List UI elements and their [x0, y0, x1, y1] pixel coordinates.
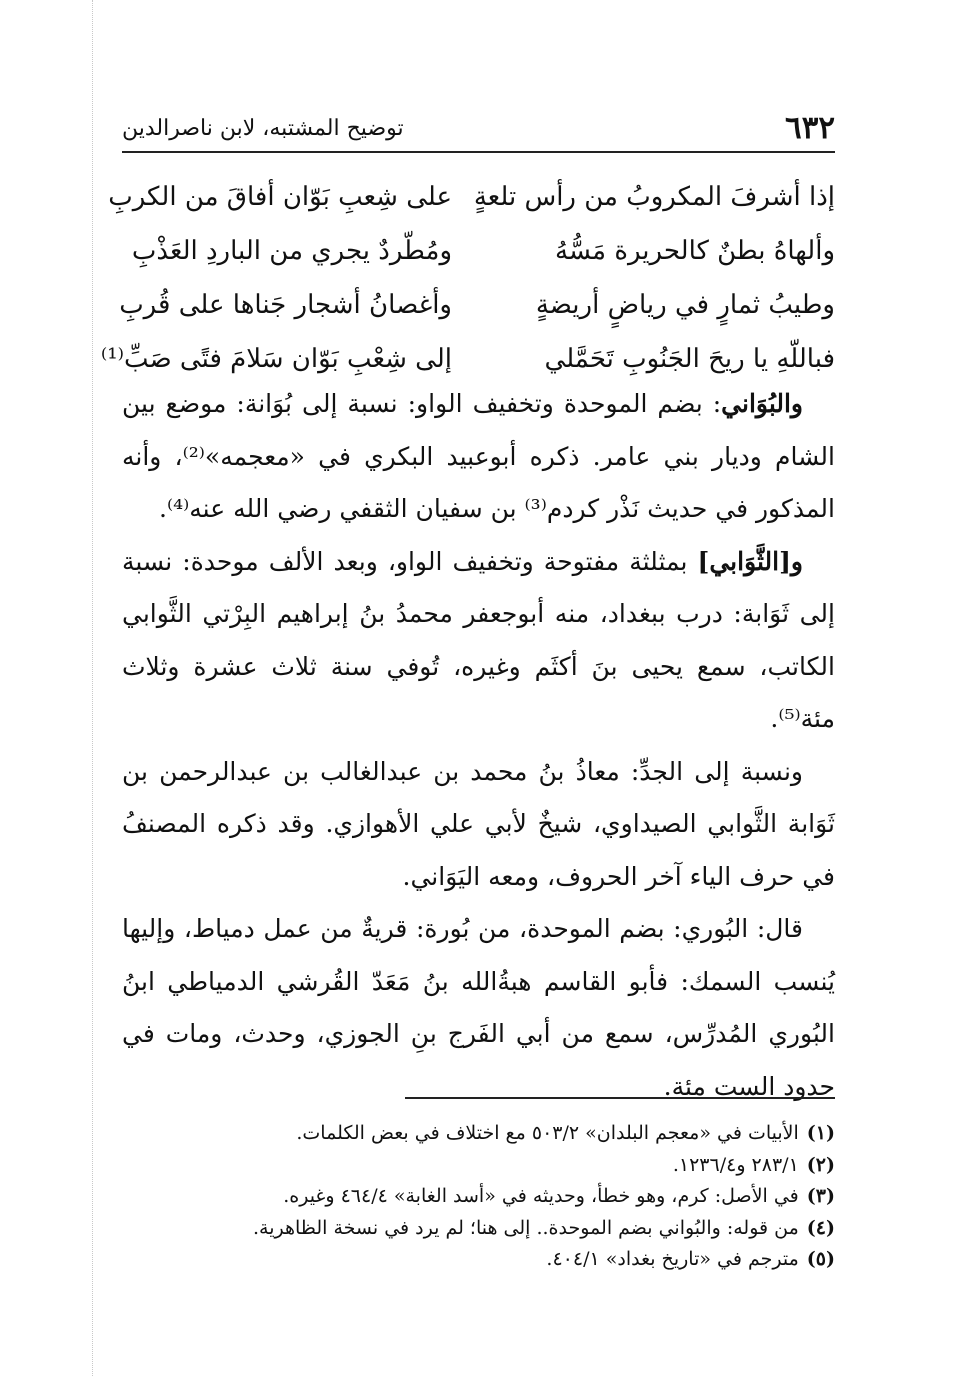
footnote-number: (١) — [806, 1122, 835, 1144]
footnote-text: في الأصل: كرم، وهو خطأ، وحديثه في «أسد الغابة» ٤٦٤/٤ وغيره. — [283, 1185, 799, 1207]
footnote — [122, 1181, 835, 1213]
verse-first-hemistich: إذا أشرفَ المكروبُ من رأس تلعةٍ — [473, 182, 835, 212]
footnotes — [122, 1118, 835, 1276]
verse-second-hemistich: إلى شِعْبِ بَوّان سَلامَ فتًى صَبِّ⁽¹⁾ — [100, 344, 452, 374]
footnote-number: (٥) — [806, 1248, 835, 1270]
footnote-text: من قوله: والبُواني بضم الموحدة.. إلى هنا؛ لم يرد في نسخة الظاهرية. — [252, 1216, 799, 1239]
paragraph-text: قال: البُوري: بضم الموحدة، من بُورة: قريةٌ من عمل دمياط، وإليها يُنسب السمك: فأبو القاسم هبةُالله بنُ مَعَدّ القُرشي الدمياطي ابنُ البُوري المُدرِّس، سمع من أبي الفَرج بنِ الجوزي، وحدث، ومات في حدود الست مئة. — [122, 914, 835, 1101]
body-text — [122, 378, 835, 1113]
paragraph-text: بمثلثة مفتوحة وتخفيف الواو، وبعد الألف موحدة: نسبة إلى ثَوَابة: درب ببغداد، منه أبوجعفر محمدُ بنُ إبراهيم البِرْتي الثَّوابي الكاتب، سمع يحيى بنَ أكثَم وغيره، تُوفي سنة ثلاث عشرة وثلاث مئة⁽⁵⁾. — [122, 546, 835, 733]
footnote — [122, 1150, 835, 1182]
footnote — [122, 1118, 835, 1150]
verse-first-hemistich: وألهاهُ بطنٌ كالحريرة مَسُّهُ — [555, 236, 835, 266]
scan-edge-artifact — [92, 0, 93, 1376]
paragraph — [122, 903, 835, 1113]
page-header — [122, 110, 835, 150]
footnote-text: ٢٨٣/١ و١٢٣٦/٤. — [672, 1153, 799, 1176]
footnote-number: (٢) — [806, 1153, 835, 1176]
paragraph — [122, 536, 835, 746]
paragraph-text: : بضم الموحدة وتخفيف الواو: نسبة إلى بُوَانة: موضع بين الشام وديار بني عامر. ذكره أبوعبيد البكري في «معجمه»⁽²⁾، وأنه المذكور في حديث نَذْر كردم⁽³⁾ بن سفيان الثقفي رضي الله عنه⁽⁴⁾. — [122, 389, 835, 523]
verse-first-hemistich: فباللّهِ يا ريحَ الجَنُوبِ تَحَمَّلي — [544, 344, 835, 374]
footnote-number: (٤) — [806, 1216, 835, 1239]
verse-second-hemistich: على شِعبِ بَوّان أفاقَ من الكربِ — [108, 182, 452, 212]
verse-second-hemistich: ومُطّردٌ يجري من الباردِ العَذْبِ — [131, 236, 452, 266]
footnote — [122, 1244, 835, 1276]
paragraph-text: ونسبة إلى الجدِّ: معاذُ بنُ محمد بن عبدالغالب بن عبدالرحمن بن ثَوَابة الثَّوابي الصيداوي، شيخٌ لأبي علي الأهوازي. وقد ذكره المصنفُ في حرف الياء آخر الحروف، ومعه اليَوَاني. — [122, 756, 835, 891]
page-number: ٦٣٢ — [785, 110, 835, 146]
poem-verse — [122, 224, 835, 278]
footnote-separator — [405, 1097, 835, 1099]
running-title: توضيح المشتبه، لابن ناصرالدين — [122, 116, 404, 141]
entry-heading: و[الثَّوَابي] — [697, 546, 803, 576]
verse-first-hemistich: وطيبُ ثمارٍ في رياضٍ أريضةٍ — [535, 290, 835, 320]
footnote-number: (٣) — [806, 1185, 835, 1207]
poem-verse — [108, 170, 835, 224]
footnote-text: الأبيات في «معجم البلدان» ٥٠٣/٢ مع اختلاف في بعض الكلمات. — [296, 1122, 799, 1144]
paragraph — [122, 378, 835, 536]
paragraph — [122, 746, 835, 904]
poem-verse — [119, 278, 835, 332]
header-rule — [122, 151, 835, 153]
footnote-text: مترجم في «تاريخ بغداد» ٤٠٤/١. — [546, 1248, 799, 1270]
verse-second-hemistich: وأغصانُ أشجار جَناها على قُربِ — [119, 290, 452, 320]
entry-heading: والبُوَاني — [721, 389, 803, 418]
footnote — [122, 1213, 835, 1245]
poem — [100, 170, 835, 386]
